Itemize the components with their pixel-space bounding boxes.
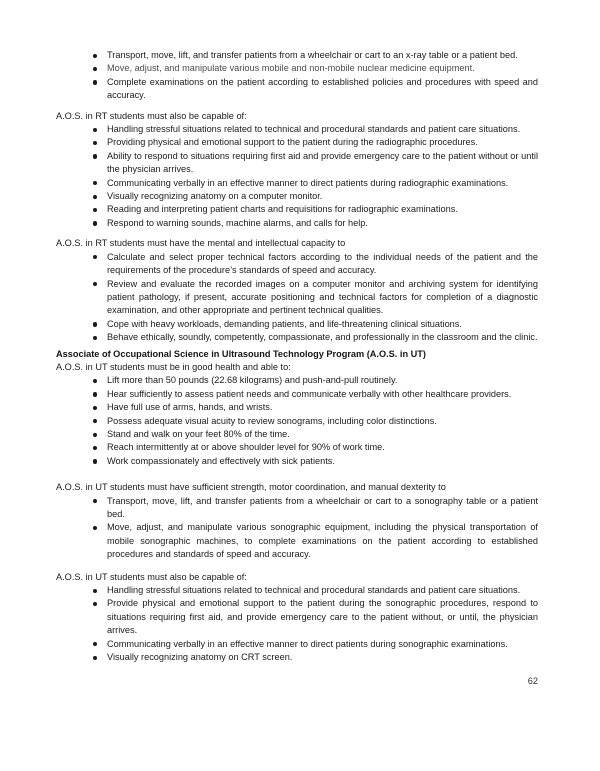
ut-strength-list [56, 495, 538, 562]
bullet-icon [93, 181, 97, 185]
list-item [56, 177, 538, 190]
list-item-text: Reach intermittently at or above shoulder level for 90% of work time. [107, 442, 385, 453]
list-item [56, 190, 538, 203]
list-item-text: Reading and interpreting patient charts and requisitions for radiographic examinations. [107, 204, 458, 215]
bullet-icon [93, 141, 97, 145]
list-item-text: Transport, move, lift, and transfer patients from a wheelchair or cart to a sonography table or a patient bed. [107, 495, 538, 519]
list-item-text: Communicating verbally in an effective manner to direct patients during sonographic examinations. [107, 638, 508, 649]
list-item-text: Provide physical and emotional support to the patient during the sonographic procedures, respond to situations requiring first aid, and provide emergency care to the patient without, or until, the physician arrives. [107, 598, 538, 636]
list-item-text: Work compassionately and effectively with sick patients. [107, 455, 335, 466]
list-item-text: Move, adjust, and manipulate various mobile and non-mobile nuclear medicine equipment. [107, 63, 475, 74]
list-item [56, 415, 538, 428]
bullet-icon [93, 379, 97, 383]
list-item-text: Stand and walk on your feet 80% of the time. [107, 428, 290, 439]
bullet-icon [93, 208, 97, 212]
list-item [56, 597, 538, 637]
section-intro-ut-capable: A.O.S. in UT students must also be capable of: [56, 571, 247, 582]
list-item [56, 584, 538, 597]
document-page [56, 49, 538, 689]
bullet-icon [93, 154, 97, 158]
list-item-text: Complete examinations on the patient according to established policies and procedures with speed and accuracy. [107, 76, 538, 101]
list-item [56, 217, 538, 230]
list-item [56, 278, 538, 318]
list-item-text: Handling stressful situations related to technical and procedural standards and patient care situations. [107, 124, 521, 135]
bullet-icon [93, 336, 97, 340]
list-item-text: Visually recognizing anatomy on a computer monitor. [107, 191, 323, 202]
list-item [56, 374, 538, 387]
section-intro-ut-health: A.O.S. in UT students must be in good health and able to: [56, 361, 291, 372]
bullet-icon [93, 602, 97, 606]
bullet-icon [93, 54, 97, 58]
list-item [56, 495, 538, 522]
list-item [56, 388, 538, 401]
ut-capable-list [56, 584, 538, 664]
list-item-text: Lift more than 50 pounds (22.68 kilograms) and push-and-pull routinely. [107, 375, 398, 386]
list-item-text: Behave ethically, soundly, competently, compassionate, and professionally in the classroom and the clinic. [107, 332, 538, 343]
list-item [56, 331, 538, 344]
list-item [56, 49, 538, 62]
rt-mental-list [56, 251, 538, 345]
list-item [56, 150, 538, 177]
list-item [56, 401, 538, 414]
list-item [56, 441, 538, 454]
list-item [56, 428, 538, 441]
list-item [56, 203, 538, 216]
list-item [56, 318, 538, 331]
page-number: 62 [527, 676, 538, 687]
list-item-text: Handling stressful situations related to technical and procedural standards and patient care situations. [107, 585, 521, 596]
bullet-icon [93, 656, 97, 660]
program-heading: Associate of Occupational Science in Ultrasound Technology Program (A.O.S. in UT) [56, 348, 426, 359]
list-item [56, 638, 538, 651]
list-item [56, 136, 538, 149]
list-item-text: Visually recognizing anatomy on CRT screen. [107, 652, 293, 663]
bullet-icon [93, 446, 97, 450]
list-item-text: Communicating verbally in an effective manner to direct patients during radiographic examinations. [107, 177, 509, 188]
bullet-icon [93, 406, 97, 410]
bullet-icon [93, 499, 97, 503]
list-item-text: Respond to warning sounds, machine alarms, and calls for help. [107, 217, 368, 228]
continued-requirements-list [56, 49, 538, 103]
list-item-text: Cope with heavy workloads, demanding patients, and life-threatening clinical situations. [107, 318, 462, 329]
bullet-icon [93, 642, 97, 646]
bullet-icon [93, 526, 97, 530]
list-item [56, 62, 538, 75]
list-item [56, 76, 538, 103]
bullet-icon [93, 282, 97, 286]
bullet-icon [93, 128, 97, 132]
bullet-icon [93, 589, 97, 593]
bullet-icon [93, 392, 97, 396]
bullet-icon [93, 80, 97, 84]
list-item-text: Calculate and select proper technical factors according to the individual needs of the patient and the requirements of the procedure’s standards of speed and accuracy. [107, 251, 538, 276]
ut-health-list [56, 374, 538, 468]
list-item-text: Possess adequate visual acuity to review sonograms, including color distinctions. [107, 415, 437, 426]
list-item-text: Transport, move, lift, and transfer patients from a wheelchair or cart to an x-ray table or a patient bed. [107, 50, 518, 60]
list-item-text: Move, adjust, and manipulate various sonographic equipment, including the physical transportation of mobile sonographic machines, to complete examinations on the patient according to established procedures and standards of speed and accuracy. [107, 522, 538, 560]
bullet-icon [93, 255, 97, 259]
bullet-icon [93, 433, 97, 437]
list-item [56, 455, 538, 468]
bullet-icon [93, 322, 97, 326]
list-item [56, 651, 538, 664]
list-item-text: Ability to respond to situations requiring first aid and provide emergency care to the patient without or until the physician arrives. [107, 150, 538, 175]
section-intro-ut-strength: A.O.S. in UT students must have sufficient strength, motor coordination, and manual dexterity to [56, 482, 446, 493]
section-intro-rt-capable: A.O.S. in RT students must also be capable of: [56, 110, 247, 121]
bullet-icon [93, 67, 97, 71]
rt-capable-list [56, 123, 538, 230]
list-item [56, 123, 538, 136]
list-item [56, 251, 538, 278]
bullet-icon [93, 459, 97, 463]
bullet-icon [93, 195, 97, 199]
list-item-text: Providing physical and emotional support to the patient during the radiographic procedures. [107, 137, 478, 148]
list-item-text: Have full use of arms, hands, and wrists. [107, 402, 273, 413]
section-intro-rt-mental: A.O.S. in RT students must have the mental and intellectual capacity to [56, 238, 346, 249]
bullet-icon [93, 221, 97, 225]
list-item-text: Hear sufficiently to assess patient needs and communicate verbally with other healthcare providers. [107, 388, 512, 399]
list-item [56, 521, 538, 561]
bullet-icon [93, 419, 97, 423]
list-item-text: Review and evaluate the recorded images on a computer monitor and archiving system for identifying patient pathology, if present, accurate positioning and technical factors for completion of a diagnostic examination, and other appropriate and pertinent technical qualities. [107, 278, 538, 316]
